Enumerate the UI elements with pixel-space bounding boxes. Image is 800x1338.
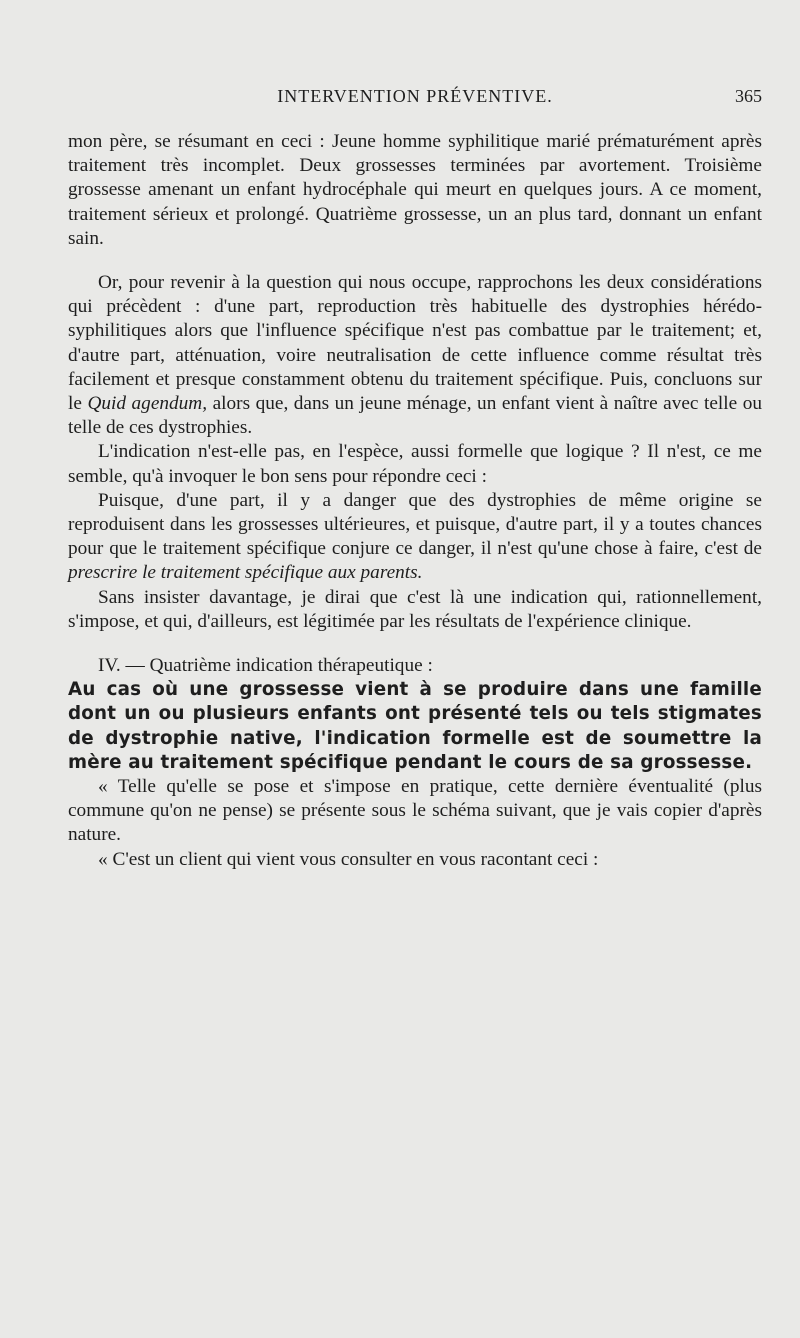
paragraph-3: L'indication n'est-elle pas, en l'espèce, aussi formelle que logique ? Il n'est, ce me semble, qu'à invoquer le bon sens pour répondre ceci : bbox=[68, 441, 762, 487]
paragraph-2-text-a: Or, pour revenir à la question qui nous occupe, rapprochons les deux considérations qui précèdent : d'une part, reproduction très habituelle des dystrophies hérédo-syphilitiques alors que l'influence spécifique n'est pas combattue par le traitement; et, d'autre part, atténuation, voire neutralisation de cette influence comme résultat très facilement et presque constamment obtenu du traitement spécifique. Puis, concluons sur le bbox=[68, 272, 762, 415]
paragraph-2-italic: Quid agendum, bbox=[87, 393, 208, 415]
paragraph-8: « C'est un client qui vient vous consulter en vous racontant ceci : bbox=[98, 848, 599, 870]
paragraph-1: mon père, se résumant en ceci : Jeune homme syphilitique marié prématurément après traitement très incomplet. Deux grossesses terminées par avortement. Troisième grossesse amenant un enfant hydrocéphale qui meurt en quelques jours. A ce moment, traitement sérieux et prolongé. Quatrième grossesse, un an plus tard, donnant un enfant sain. bbox=[68, 131, 762, 249]
body-text bbox=[68, 130, 762, 872]
paragraph-5: Sans insister davantage, je dirai que c'est là une indication qui, rationnellement, s'impose, et qui, d'ailleurs, est légitimée par les résultats de l'expérience clinique. bbox=[68, 586, 762, 632]
page-header bbox=[68, 84, 762, 132]
paragraph-2-text-b: alors que, dans un jeune ménage, un enfant vient à naître avec telle ou telle de ces dystrophies. bbox=[68, 393, 763, 439]
section-heading: IV. — Quatrième indication thérapeutique : bbox=[98, 655, 433, 677]
paragraph-2 bbox=[68, 271, 762, 440]
running-head: INTERVENTION PRÉVENTIVE. bbox=[277, 86, 553, 106]
paragraph-7: « Telle qu'elle se pose et s'impose en pratique, cette dernière éventualité (plus commune qu'on ne pense) se présente sous le schéma suivant, que je vais copier d'après nature. bbox=[68, 776, 762, 846]
paragraph-4-text: Puisque, d'une part, il y a danger que des dystrophies de même origine se reproduisent dans les grossesses ultérieures, et puisque, d'autre part, il y a toutes chances pour que le traitement spécifique conjure ce danger, il n'est qu'une chose à faire, c'est de bbox=[68, 489, 762, 560]
paragraph-6 bbox=[68, 654, 762, 775]
bold-indication: Au cas où une grossesse vient à se produire dans une famille dont un ou plusieurs enfants ont présenté tels ou tels stigmates de dystrophie native, l'indication formelle est de soumettre la mère au traitement spécifique pendant le cours de sa grossesse. bbox=[68, 679, 762, 773]
paragraph-4-italic: prescrire le traitement spécifique aux parents. bbox=[68, 562, 423, 584]
page-number: 365 bbox=[735, 86, 762, 106]
paragraph-4 bbox=[68, 489, 762, 586]
